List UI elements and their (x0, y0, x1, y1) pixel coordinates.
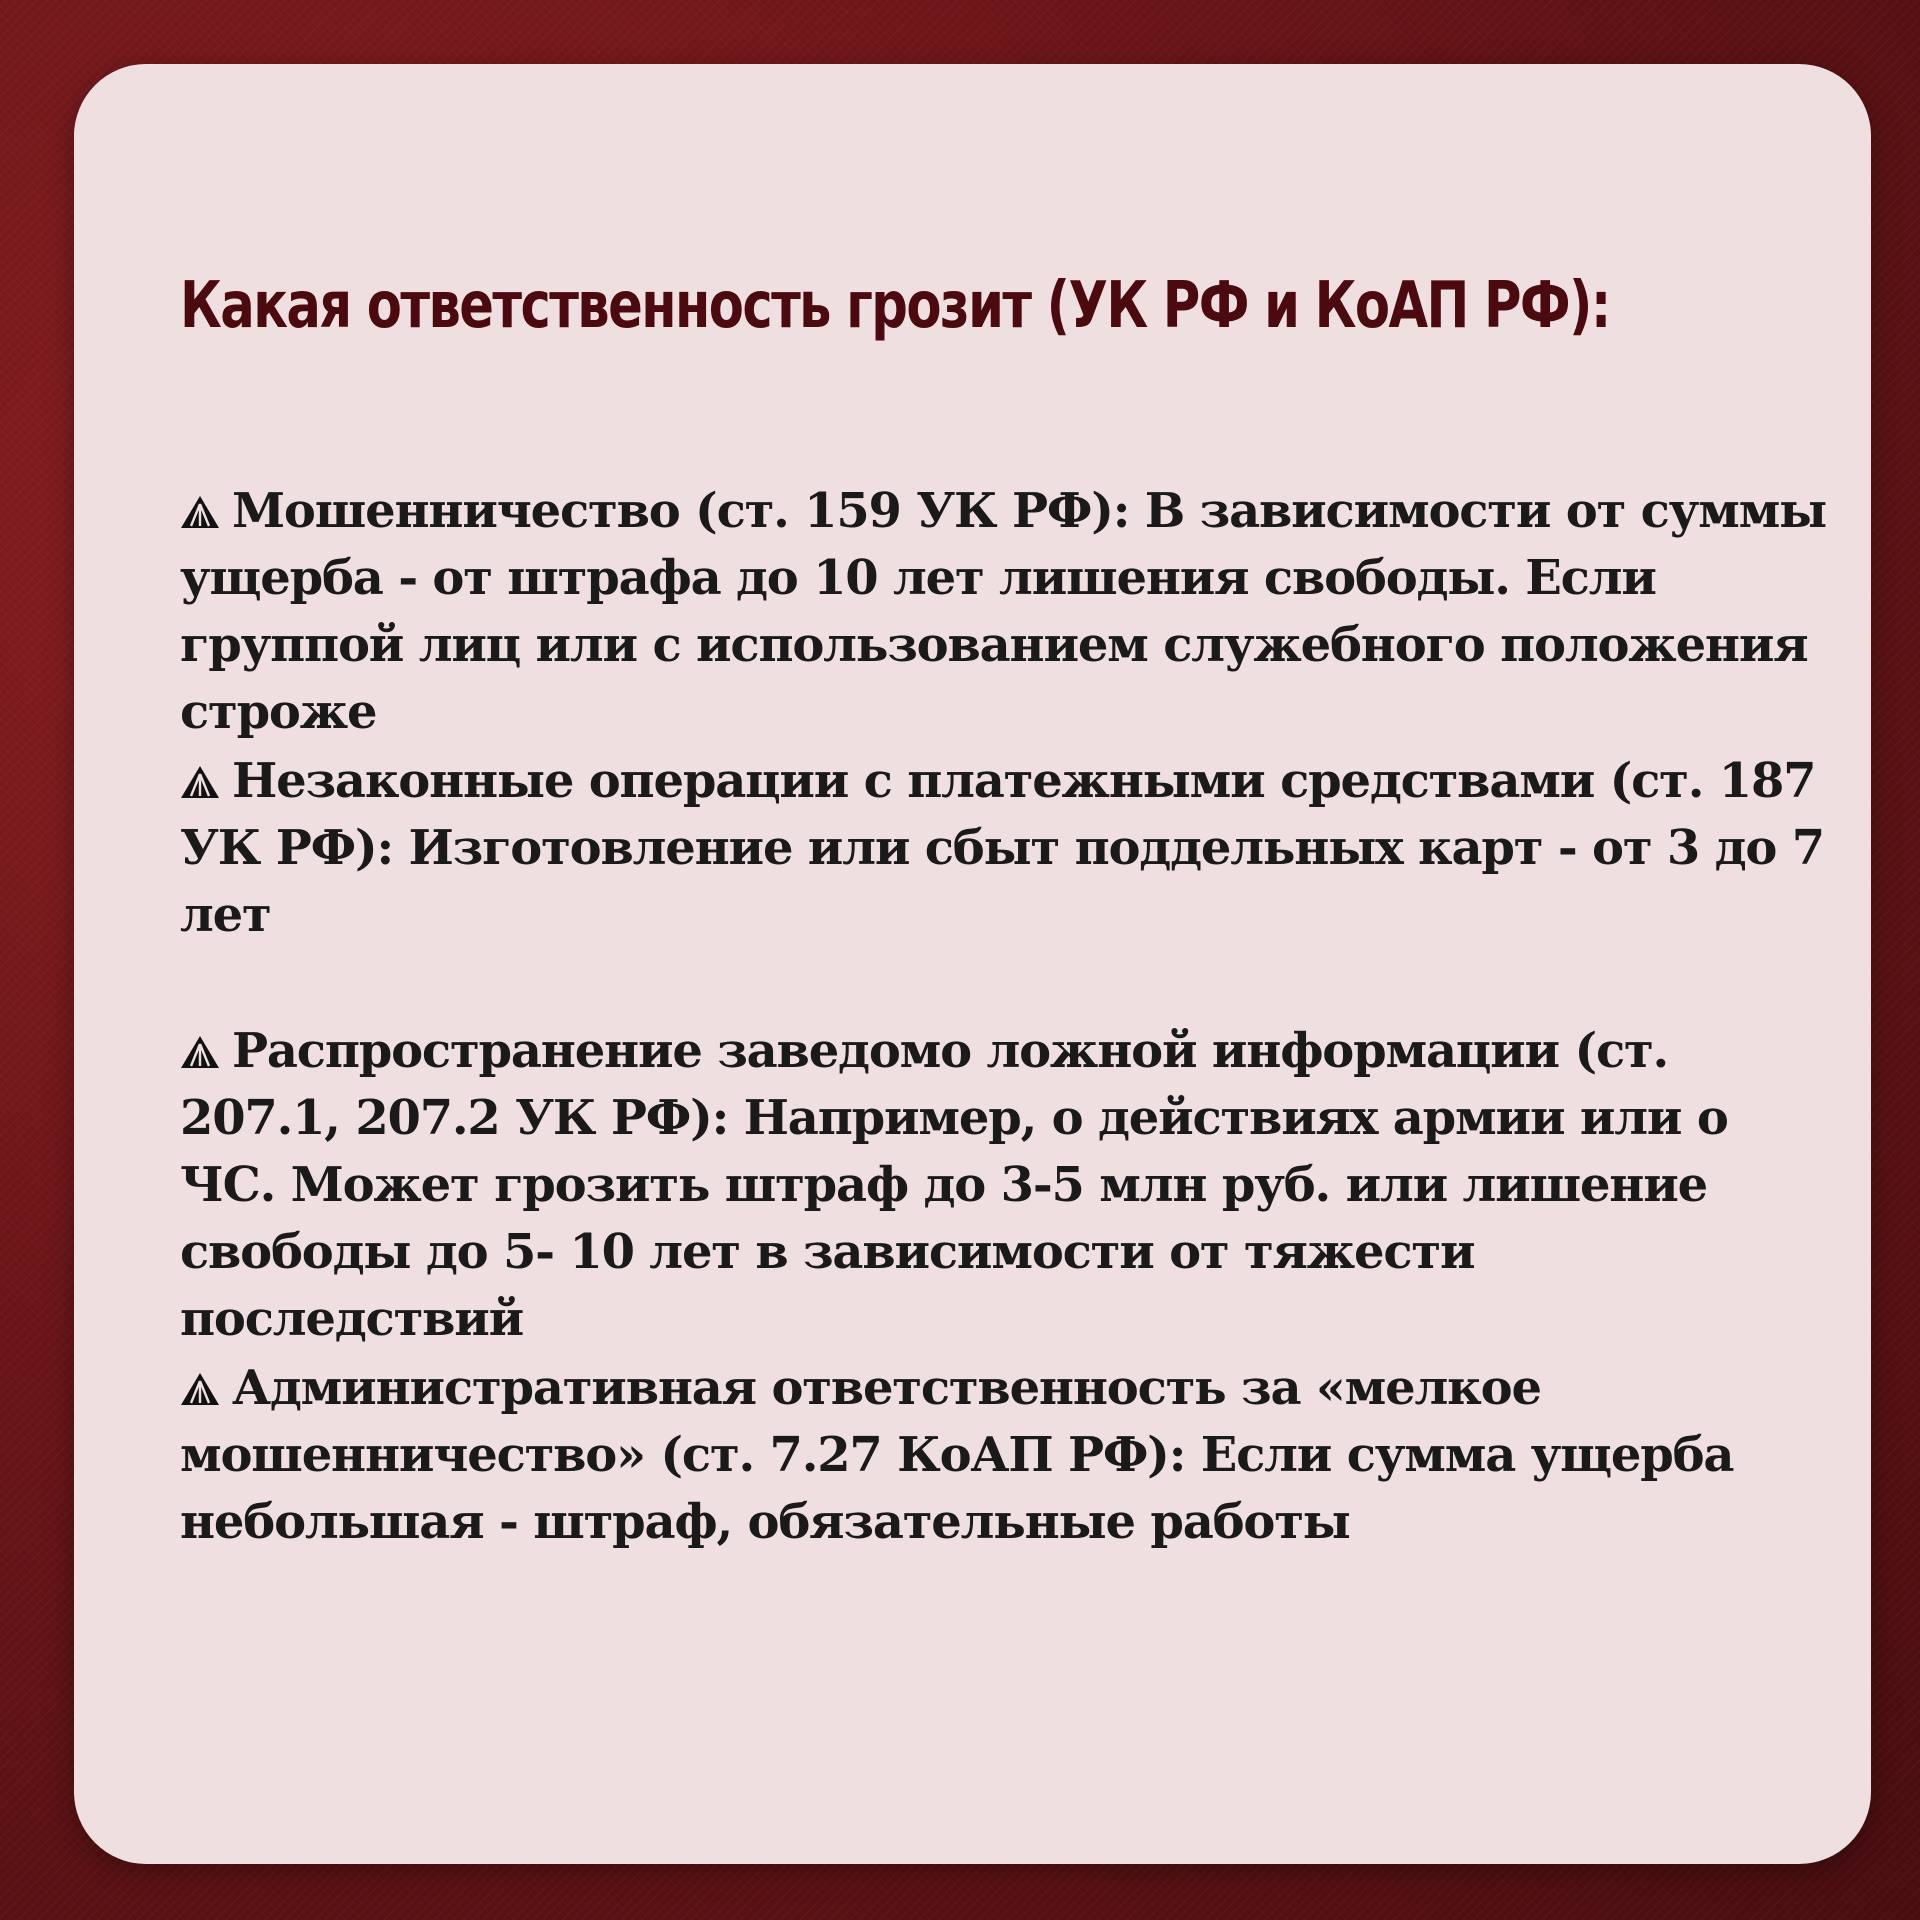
warning-icon (180, 765, 220, 799)
list-item (180, 1018, 1830, 1353)
list-item-text: Незаконные операции с платежными средствами (ст. 187 УК РФ): Изготовление или сбыт поддельных карт - от 3 до 7 лет (180, 753, 1824, 943)
warning-icon (180, 1035, 220, 1069)
list-item-text: Распространение заведомо ложной информации (ст. 207.1, 207.2 УК РФ): Например, о действиях армии или о ЧС. Может грозить штраф до 3-5 млн руб. или лишение свободы до 5- 10 лет в зависимости от тяжести последствий (180, 1023, 1728, 1347)
page-title: Какая ответственность грозит (УК РФ и КоАП РФ): (180, 269, 1610, 343)
warning-icon (180, 495, 220, 529)
list-item-text: Мошенничество (ст. 159 УК РФ): В зависимости от суммы ущерба - от штрафа до 10 лет лишения свободы. Если группой лиц или с использованием служебного положения строже (180, 483, 1827, 740)
list-item (180, 1355, 1830, 1556)
warning-icon (180, 1372, 220, 1406)
list-item (180, 478, 1830, 746)
list-item-text: Административная ответственность за «мелкое мошенничество» (ст. 7.27 КоАП РФ): Если сумма ущерба небольшая - штраф, обязательные работы (180, 1360, 1734, 1550)
list-item (180, 748, 1830, 949)
